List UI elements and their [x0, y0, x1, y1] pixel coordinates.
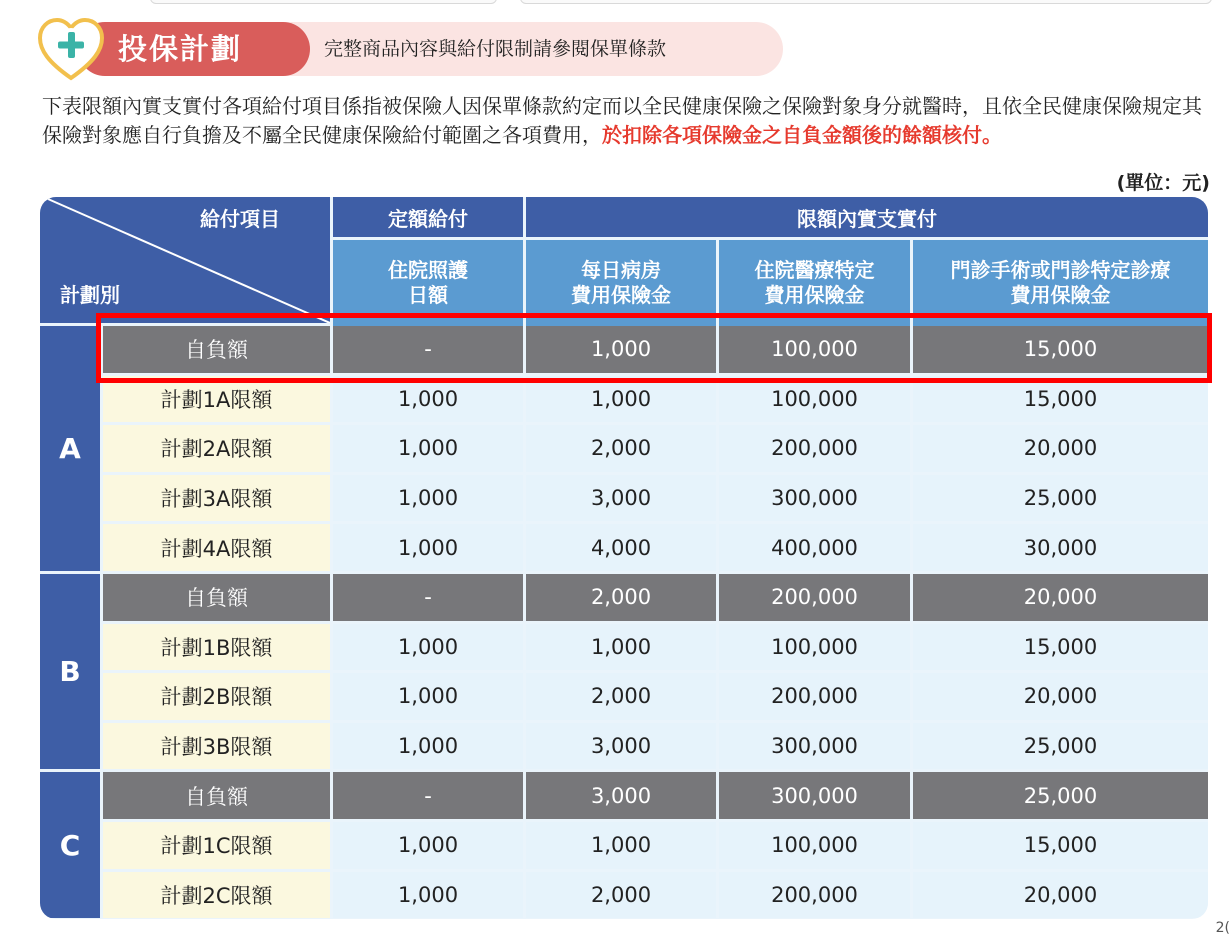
section-heading — [38, 18, 758, 82]
group-label-B: B — [40, 574, 100, 769]
deductible-value: - — [333, 326, 523, 373]
sub-header-2: 每日病房 費用保險金 — [526, 240, 716, 326]
limit-value: 20,000 — [913, 425, 1208, 472]
deductible-value: 200,000 — [719, 574, 910, 621]
limit-value: 15,000 — [913, 624, 1208, 671]
limit-value: 1,000 — [526, 624, 716, 671]
limit-value: 1,000 — [333, 376, 523, 423]
unit-label: (單位：元) — [1116, 172, 1210, 194]
deductible-value: 20,000 — [913, 574, 1208, 621]
deductible-value: 2,000 — [526, 574, 716, 621]
limit-value: 25,000 — [913, 723, 1208, 770]
deductible-value: - — [333, 574, 523, 621]
corner-bottom-label: 計劃別 — [60, 283, 120, 307]
plan-name: 計劃4A限額 — [103, 524, 330, 571]
deductible-label: 自負額 — [103, 326, 330, 373]
limit-value: 1,000 — [333, 673, 523, 720]
deductible-value: 3,000 — [526, 772, 716, 819]
page-number: 2( — [1215, 920, 1230, 936]
limit-value: 1,000 — [333, 872, 523, 919]
sub-header-1: 住院照護 日額 — [333, 240, 523, 326]
limit-value: 25,000 — [913, 475, 1208, 522]
plan-name: 計劃3A限額 — [103, 475, 330, 522]
group-label-C: C — [40, 772, 100, 918]
deductible-value: 300,000 — [719, 772, 910, 819]
heading-title: 投保計劃 — [118, 32, 243, 66]
sub-header-3: 住院醫療特定 費用保險金 — [719, 240, 910, 326]
limit-value: 1,000 — [333, 475, 523, 522]
limit-value: 30,000 — [913, 524, 1208, 571]
limit-value: 300,000 — [719, 723, 910, 770]
limit-value: 200,000 — [719, 872, 910, 919]
deductible-value: 15,000 — [913, 326, 1208, 373]
heading-subtitle: 完整商品內容與給付限制請參閱保單條款 — [324, 38, 667, 60]
limit-value: 1,000 — [526, 822, 716, 869]
deductible-value: 1,000 — [526, 326, 716, 373]
deductible-value: 100,000 — [719, 326, 910, 373]
intro-highlight: 於扣除各項保險金之自負金額後的餘額核付。 — [602, 123, 1002, 147]
limit-value: 1,000 — [333, 723, 523, 770]
plan-name: 計劃3B限額 — [103, 723, 330, 770]
limit-value: 15,000 — [913, 822, 1208, 869]
intro-paragraph — [42, 92, 1214, 150]
deductible-label: 自負額 — [103, 772, 330, 819]
limit-value: 3,000 — [526, 475, 716, 522]
header-actual: 限額內實支實付 — [526, 197, 1208, 237]
limit-value: 200,000 — [719, 673, 910, 720]
limit-value: 100,000 — [719, 822, 910, 869]
deductible-value: 25,000 — [913, 772, 1208, 819]
limit-value: 3,000 — [526, 723, 716, 770]
limit-value: 20,000 — [913, 673, 1208, 720]
limit-value: 100,000 — [719, 376, 910, 423]
limit-value: 300,000 — [719, 475, 910, 522]
limit-value: 20,000 — [913, 872, 1208, 919]
limit-value: 2,000 — [526, 673, 716, 720]
plan-name: 計劃1C限額 — [103, 822, 330, 869]
sub-header-4: 門診手術或門診特定診療 費用保險金 — [913, 240, 1208, 326]
limit-value: 1,000 — [333, 822, 523, 869]
plan-name: 計劃2A限額 — [103, 425, 330, 472]
group-label-A: A — [40, 326, 100, 571]
limit-value: 1,000 — [333, 524, 523, 571]
corner-header — [40, 197, 330, 323]
limit-value: 100,000 — [719, 624, 910, 671]
limit-value: 1,000 — [333, 624, 523, 671]
intro-text: 下表限額內實支實付各項給付項目係指被保險人因保單條款約定而以全民健康保險之保險對象身分就醫時，且依全民健康保險規定其保險對象應自行負擔及不屬全民健康保險給付範圍之各項費用， — [42, 94, 1202, 147]
plan-name: 計劃2B限額 — [103, 673, 330, 720]
header-fixed: 定額給付 — [333, 197, 523, 237]
plan-name: 計劃1B限額 — [103, 624, 330, 671]
plan-name: 計劃1A限額 — [103, 376, 330, 423]
limit-value: 4,000 — [526, 524, 716, 571]
deductible-value: - — [333, 772, 523, 819]
limit-value: 1,000 — [526, 376, 716, 423]
limit-value: 400,000 — [719, 524, 910, 571]
limit-value: 200,000 — [719, 425, 910, 472]
benefit-table — [40, 197, 1208, 919]
highlight-box — [96, 313, 1212, 383]
limit-value: 15,000 — [913, 376, 1208, 423]
top-tab-right — [520, 0, 1212, 4]
heart-plus-icon — [38, 18, 104, 82]
limit-value: 1,000 — [333, 425, 523, 472]
corner-top-label: 給付項目 — [200, 207, 280, 231]
limit-value: 2,000 — [526, 425, 716, 472]
top-edge — [0, 0, 1230, 6]
corner-diagonal-line — [40, 197, 330, 323]
top-tab-left — [150, 0, 497, 4]
limit-value: 2,000 — [526, 872, 716, 919]
deductible-label: 自負額 — [103, 574, 330, 621]
plan-name: 計劃2C限額 — [103, 872, 330, 919]
